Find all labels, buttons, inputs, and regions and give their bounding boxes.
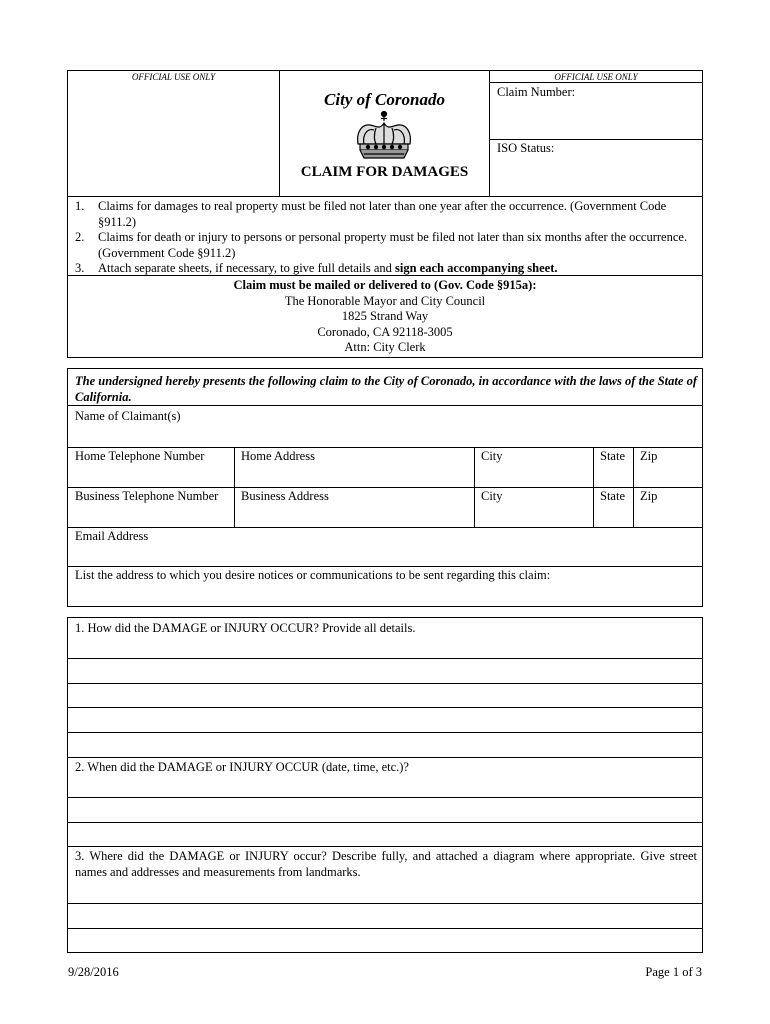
- q1-line-1: [68, 658, 702, 659]
- iso-status-label: ISO Status:: [497, 141, 555, 155]
- form-title: CLAIM FOR DAMAGES: [300, 164, 469, 180]
- home-city-field[interactable]: [476, 465, 591, 485]
- footer-page: Page 1 of 3: [645, 965, 702, 979]
- business-city-label: City: [481, 489, 503, 503]
- name-bottom-line: [68, 447, 702, 448]
- question-3: 3. Where did the DAMAGE or INJURY occur? Describe fully, and attached a diagram where appropriate. Give street names and addresses and measurements from landmarks.: [75, 849, 697, 879]
- iso-status-field[interactable]: [490, 156, 702, 195]
- home-zip-label: Zip: [640, 449, 658, 463]
- mailing-line-3: Coronado, CA 92118-3005: [317, 324, 453, 339]
- official-use-right: OFFICIAL USE ONLY: [554, 72, 638, 82]
- notice-address-field[interactable]: [70, 584, 700, 604]
- q2-bottom-line: [68, 846, 702, 847]
- question-2: 2. When did the DAMAGE or INJURY OCCUR (date, time, etc.)?: [75, 760, 409, 774]
- business-state-field[interactable]: [595, 505, 631, 525]
- q2-answer-line-1[interactable]: [70, 799, 700, 820]
- q1-answer-line-3[interactable]: [70, 709, 700, 730]
- q1-answer-line-1[interactable]: [70, 660, 700, 681]
- crown-icon: [352, 110, 416, 162]
- business-row-bottom-line: [68, 527, 702, 528]
- business-address-label: Business Address: [241, 489, 329, 503]
- business-state-label: State: [600, 489, 625, 503]
- email-field[interactable]: [70, 545, 700, 565]
- mailing-block: [68, 278, 702, 356]
- business-zip-label: Zip: [640, 489, 658, 503]
- header-bottom-line: [68, 196, 702, 197]
- q1-line-3: [68, 707, 702, 708]
- q3-line-1: [68, 903, 702, 904]
- q2-answer-line-2[interactable]: [70, 824, 700, 845]
- home-phone-label: Home Telephone Number: [75, 449, 205, 463]
- claim-iso-divider: [489, 139, 702, 140]
- email-label: Email Address: [75, 529, 149, 543]
- home-state-field[interactable]: [595, 465, 631, 485]
- claim-number-field[interactable]: [490, 100, 702, 138]
- q1-answer-line-4[interactable]: [70, 734, 700, 755]
- rule-1: 1. Claims for damages to real property must be filed not later than one year after the occurrence. (Government Code §911.2): [75, 199, 667, 229]
- rule-3: 3. Attach separate sheets, if necessary, to give full details and sign each accompanying sheet.: [75, 261, 558, 275]
- official-use-left: OFFICIAL USE ONLY: [131, 72, 216, 82]
- q2-line-2: [68, 822, 702, 823]
- business-address-field[interactable]: [236, 505, 472, 525]
- email-bottom-line: [68, 566, 702, 567]
- home-phone-field[interactable]: [70, 465, 232, 485]
- q3-answer-line-1[interactable]: [70, 905, 700, 926]
- business-zip-field[interactable]: [635, 505, 700, 525]
- q3-answer-line-2[interactable]: [70, 930, 700, 951]
- home-address-field[interactable]: [236, 465, 472, 485]
- rule-2: 2. Claims for death or injury to persons or personal property must be filed not later than six months after the occurrence. (Government Code §911.2): [75, 230, 688, 260]
- home-address-label: Home Address: [241, 449, 315, 463]
- claimant-name-field[interactable]: [70, 425, 700, 445]
- claimant-name-label: Name of Claimant(s): [75, 409, 181, 423]
- mailing-line-4: Attn: City Clerk: [344, 340, 426, 354]
- business-phone-field[interactable]: [70, 505, 232, 525]
- mailing-line-2: 1825 Strand Way: [341, 309, 429, 323]
- official-right-underline: [489, 82, 702, 83]
- filing-rules: [69, 199, 697, 277]
- q1-answer-line-2[interactable]: [70, 685, 700, 705]
- q3-line-2: [68, 928, 702, 929]
- home-zip-field[interactable]: [635, 465, 700, 485]
- business-phone-label: Business Telephone Number: [75, 489, 219, 503]
- intro-bottom-line: [68, 405, 702, 406]
- notice-address-label: List the address to which you desire notices or communications to be sent regarding this claim:: [75, 568, 551, 582]
- home-row-bottom-line: [68, 487, 702, 488]
- footer-date: 9/28/2016: [68, 965, 119, 979]
- question-1: 1. How did the DAMAGE or INJURY OCCUR? Provide all details.: [75, 621, 416, 635]
- claim-intro: The undersigned hereby presents the following claim to the City of Coronado, in accordance with the laws of the State of California.: [75, 374, 697, 404]
- q1-bottom-line: [68, 757, 702, 758]
- q1-line-4: [68, 732, 702, 733]
- mailing-heading: Claim must be mailed or delivered to (Gov. Code §915a):: [233, 278, 537, 292]
- q2-line-1: [68, 797, 702, 798]
- q1-line-2: [68, 683, 702, 684]
- city-title: City of Coronado: [324, 90, 445, 109]
- claim-number-label: Claim Number:: [497, 85, 576, 99]
- mailing-line-1: The Honorable Mayor and City Council: [284, 293, 486, 308]
- home-state-label: State: [600, 449, 625, 463]
- home-city-label: City: [481, 449, 503, 463]
- business-city-field[interactable]: [476, 505, 591, 525]
